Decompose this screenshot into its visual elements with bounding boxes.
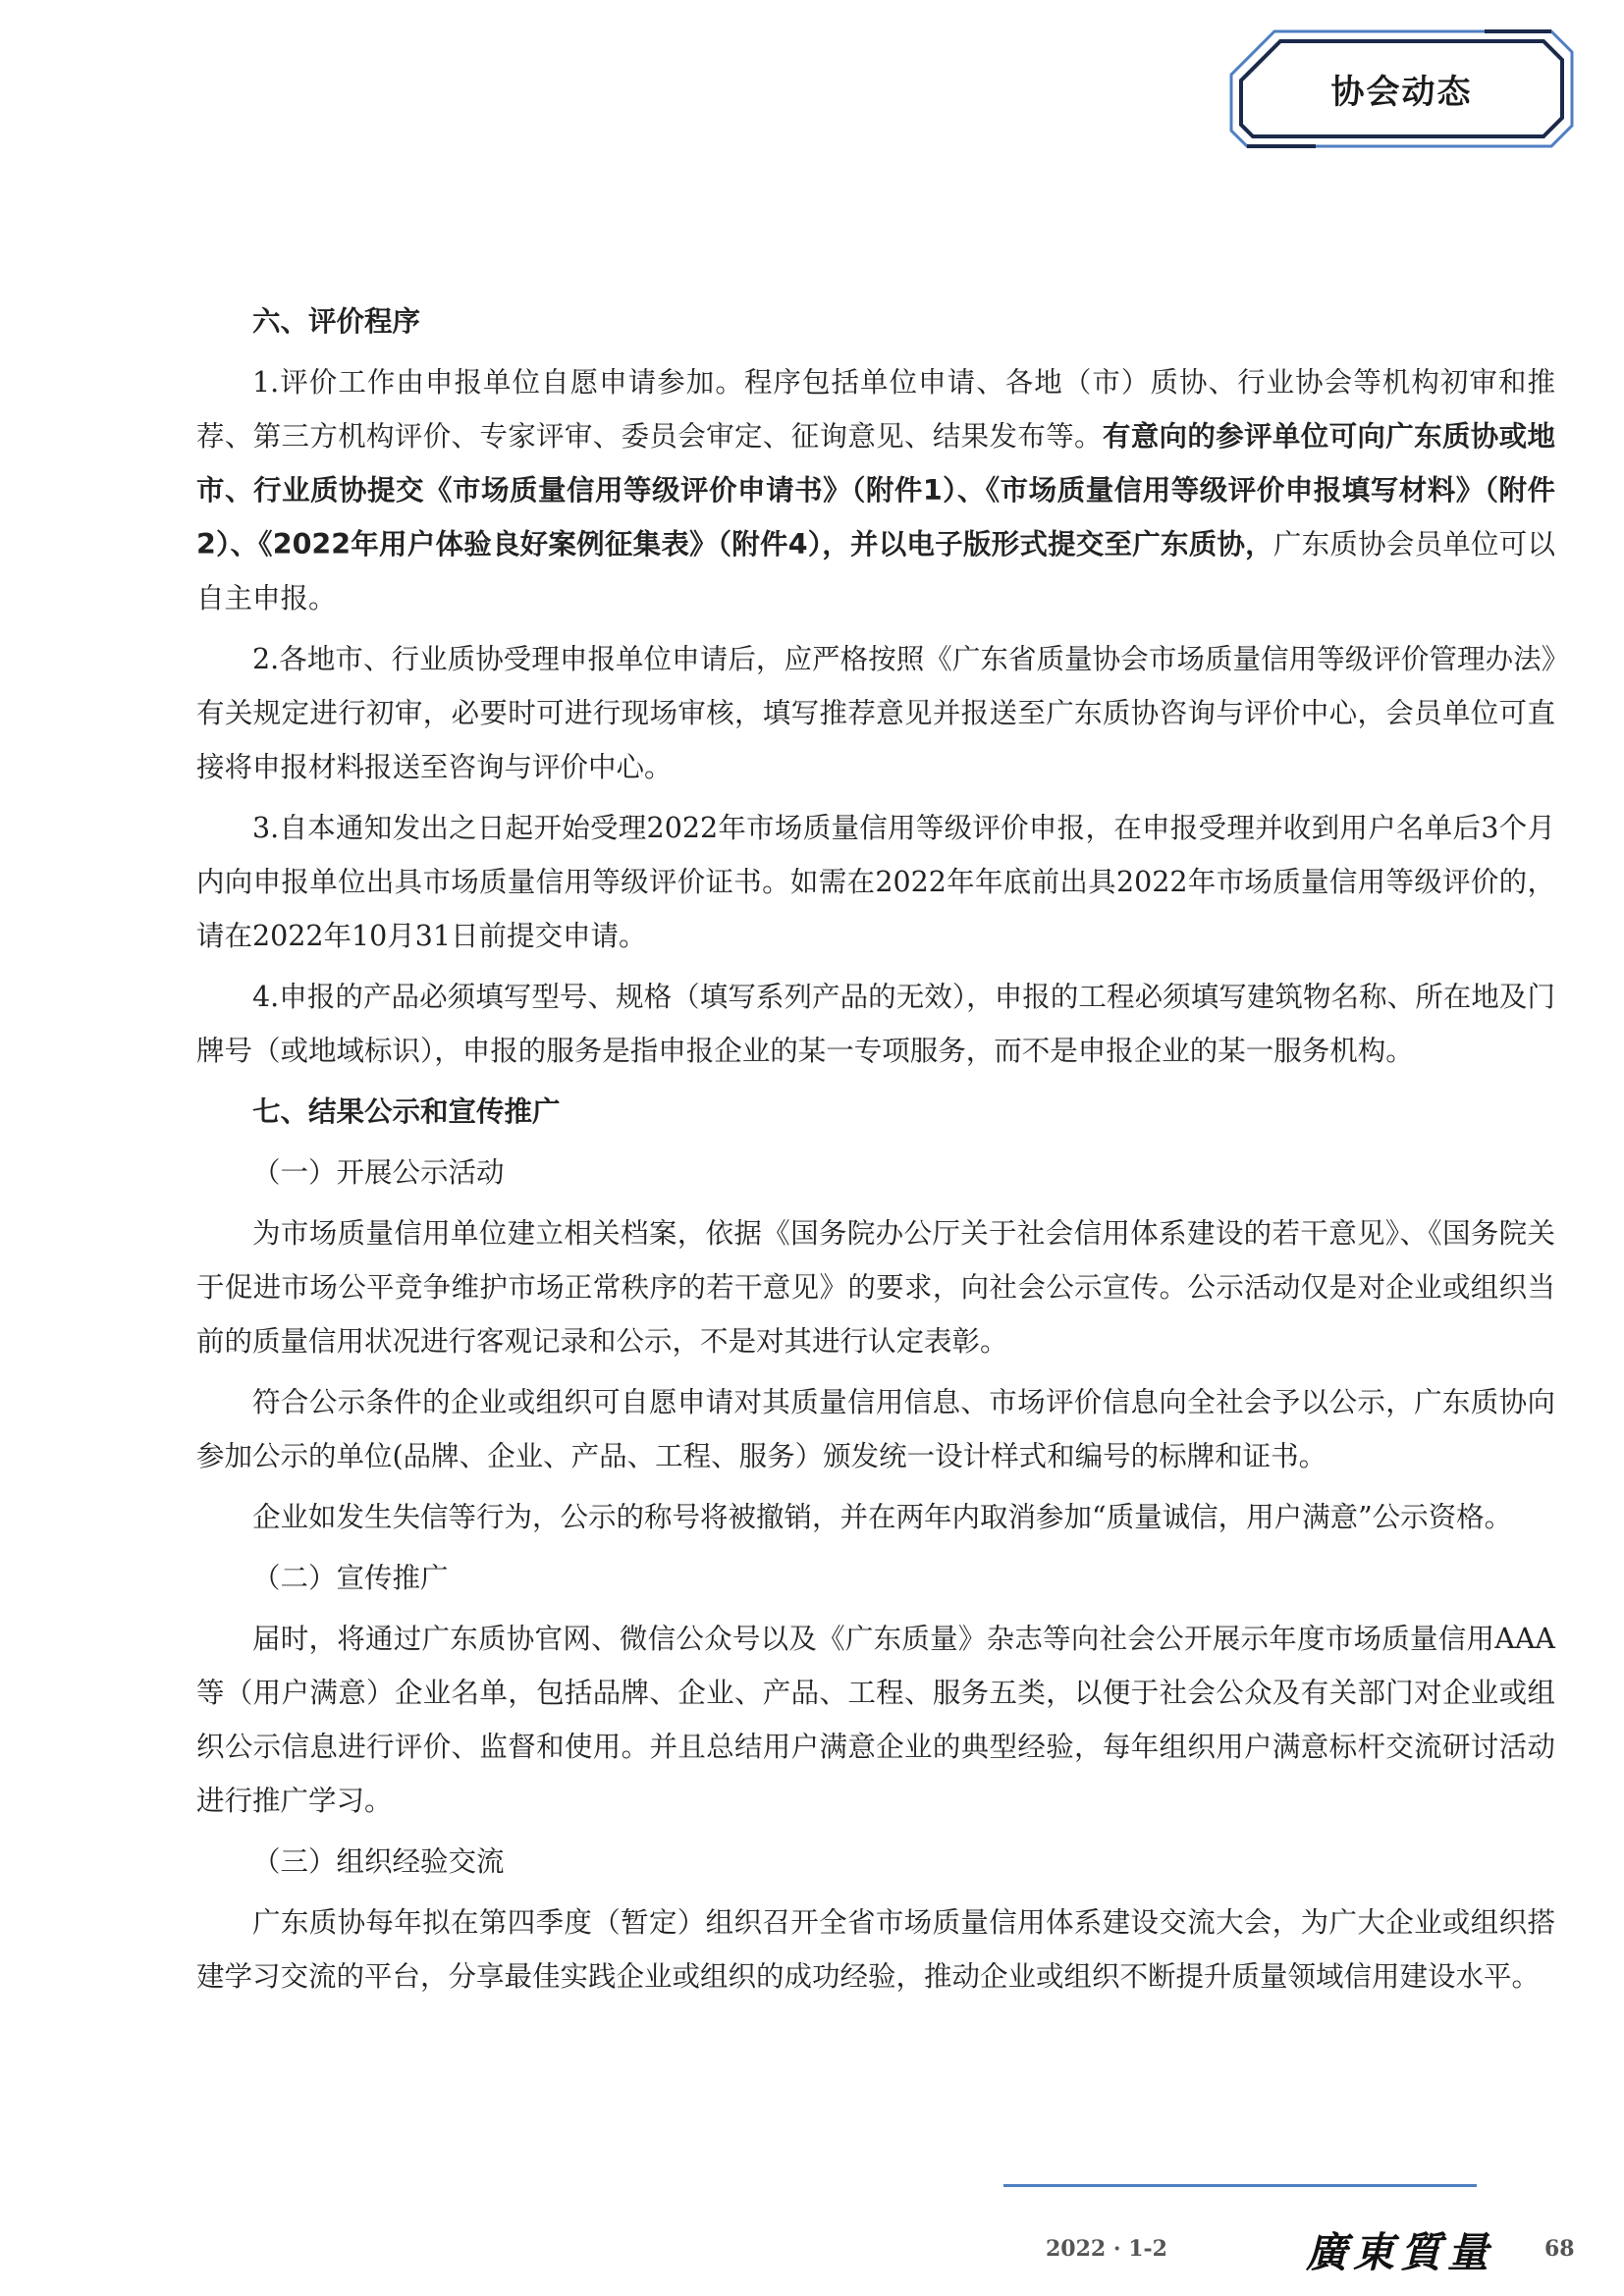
footer-divider xyxy=(1003,2184,1477,2187)
paragraph-publicity-3: 企业如发生失信等行为，公示的称号将被撤销，并在两年内取消参加“质量诚信，用户满意”公示资格。 xyxy=(252,1501,1513,1533)
subheading-promotion: （二）宣传推广 xyxy=(252,1562,449,1594)
paragraph-promotion: 届时，将通过广东质协官网、微信公众号以及《广东质量》杂志等向社会公开展示年度市场质量信用AAA等（用户满意）企业名单，包括品牌、企业、产品、工程、服务五类，以便于社会公众及有关部门对企业或组织公示信息进行评价、监督和使用。并且总结用户满意企业的典型经验，每年组织用户满意标杆交流研讨活动进行推广学习。 xyxy=(196,1623,1555,1817)
paragraph-procedure-1 xyxy=(196,355,1555,625)
section-heading-evaluation-procedure: 六、评价程序 xyxy=(252,305,421,338)
badge-label: 协会动态 xyxy=(1330,73,1473,112)
article-body xyxy=(196,294,1555,2010)
magazine-logo: 廣東質量 xyxy=(1306,2228,1495,2276)
issue-date: 2022 · 1-2 xyxy=(1046,2236,1167,2262)
paragraph-procedure-2: 2.各地市、行业质协受理申报单位申请后，应严格按照《广东省质量协会市场质量信用等级评价管理办法》有关规定进行初审，必要时可进行现场审核，填写推荐意见并报送至广东质协咨询与评价中心，会员单位可直接将申报材料报送至咨询与评价中心。 xyxy=(196,643,1555,783)
text-procedure-1a: 1.评价工作由申报单位自愿申请参加。程序包括单位申请、各地（市）质协、行业协会等机构初审和推荐、第三方机构评价、专家评审、委员会审定、征询意见、结果发布等。 xyxy=(196,366,1555,453)
page-number: 68 xyxy=(1544,2236,1575,2262)
subheading-experience-exchange: （三）组织经验交流 xyxy=(252,1845,505,1878)
text-procedure-1c: 广东质协会员单位可以自主申报。 xyxy=(196,528,1555,614)
section-heading-results-publicity: 七、结果公示和宣传推广 xyxy=(252,1095,561,1128)
text-procedure-1b-emphasis: 有意向的参评单位可向广东质协或地市、行业质协提交《市场质量信用等级评价申请书》（附件1）、《市场质量信用等级评价申报填写材料》（附件2）、《2022年用户体验良好案例征集表》（附件4），并以电子版形式提交至广东质协， xyxy=(196,420,1555,561)
paragraph-publicity-1: 为市场质量信用单位建立相关档案，依据《国务院办公厅关于社会信用体系建设的若干意见》、《国务院关于促进市场公平竞争维护市场正常秩序的若干意见》的要求，向社会公示宣传。公示活动仅是对企业或组织当前的质量信用状况进行客观记录和公示，不是对其进行认定表彰。 xyxy=(196,1217,1555,1358)
subheading-publicity-activity: （一）开展公示活动 xyxy=(252,1156,505,1189)
paragraph-experience-exchange: 广东质协每年拟在第四季度（暂定）组织召开全省市场质量信用体系建设交流大会，为广大企业或组织搭建学习交流的平台，分享最佳实践企业或组织的成功经验，推动企业或组织不断提升质量领域信用建设水平。 xyxy=(196,1906,1555,1993)
paragraph-procedure-3: 3.自本通知发出之日起开始受理2022年市场质量信用等级评价申报，在申报受理并收到用户名单后3个月内向申报单位出具市场质量信用等级评价证书。如需在2022年年底前出具2022年市场质量信用等级评价的，请在2022年10月31日前提交申请。 xyxy=(196,812,1555,952)
section-badge xyxy=(1227,27,1576,150)
paragraph-publicity-2: 符合公示条件的企业或组织可自愿申请对其质量信用信息、市场评价信息向全社会予以公示，广东质协向参加公示的单位(品牌、企业、产品、工程、服务）颁发统一设计样式和编号的标牌和证书。 xyxy=(196,1386,1555,1472)
paragraph-procedure-4: 4.申报的产品必须填写型号、规格（填写系列产品的无效），申报的工程必须填写建筑物名称、所在地及门牌号（或地域标识），申报的服务是指申报企业的某一专项服务，而不是申报企业的某一服务机构。 xyxy=(196,981,1555,1067)
